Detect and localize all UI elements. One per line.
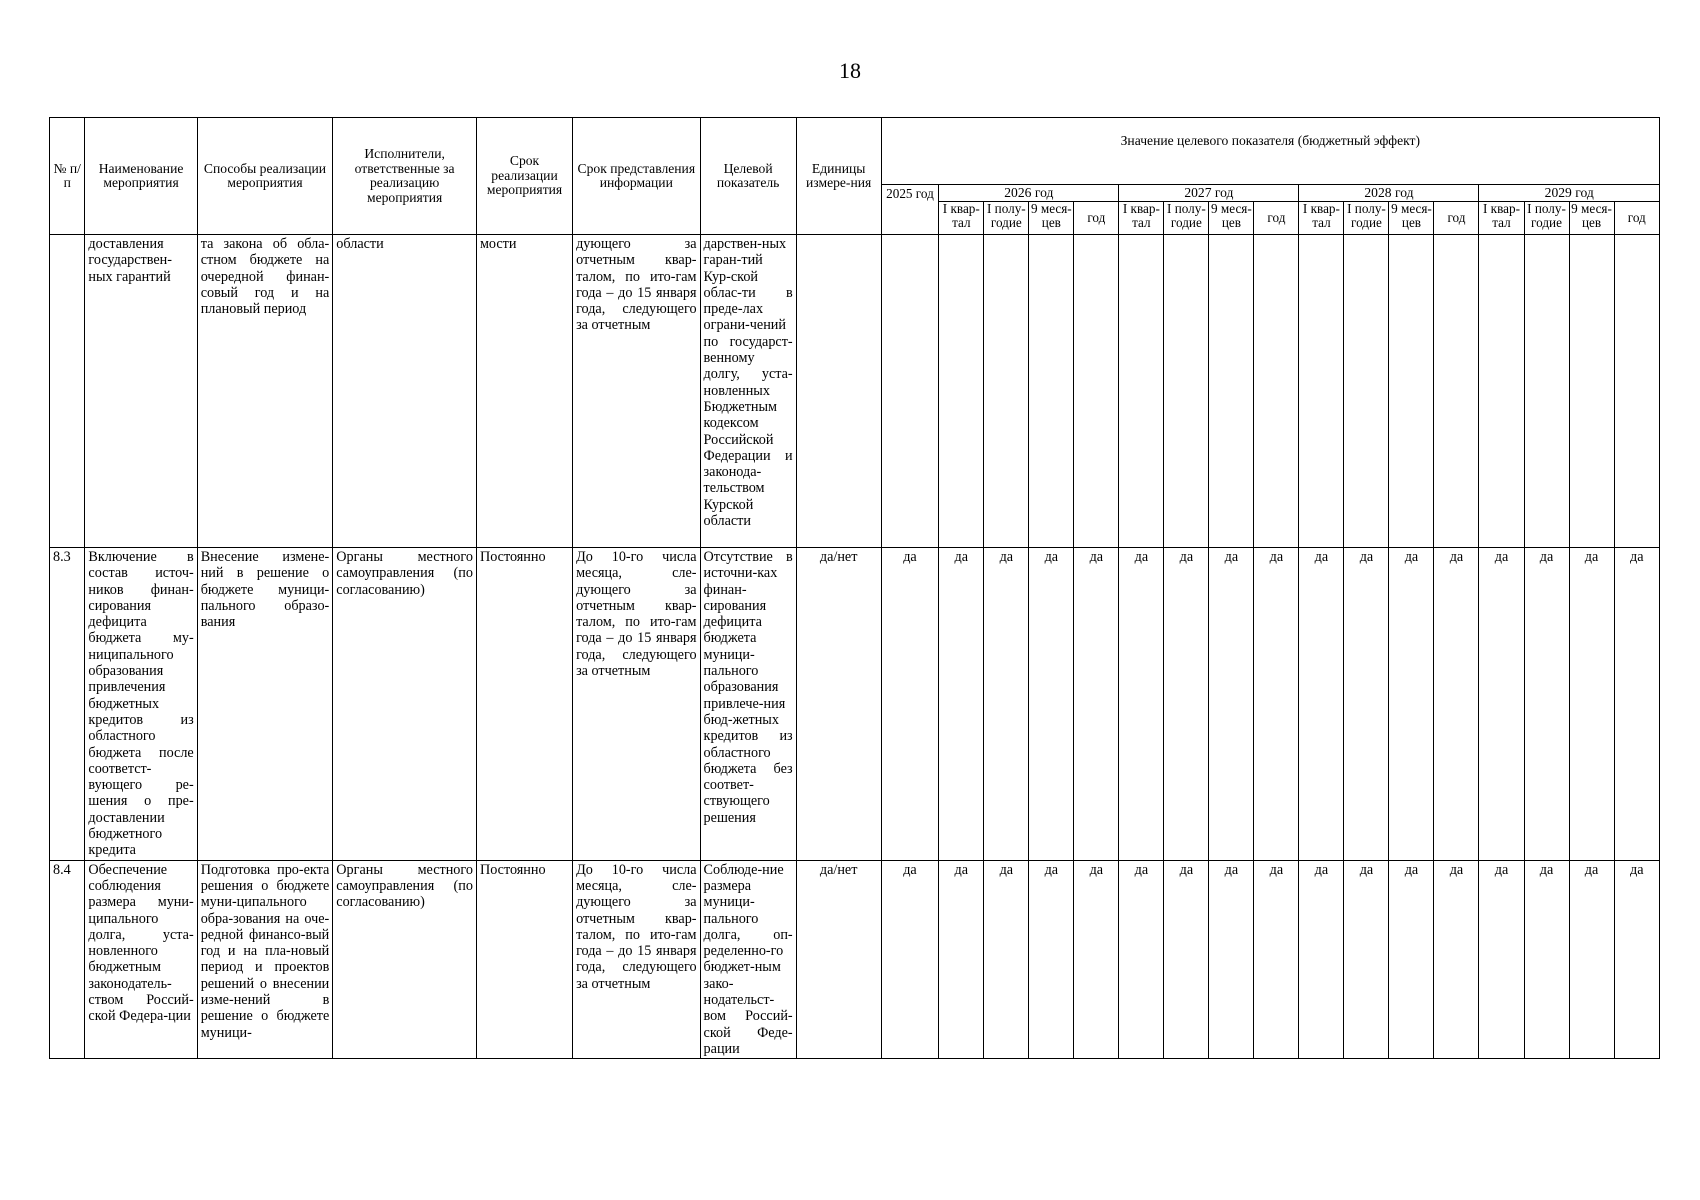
row-value: [1029, 235, 1074, 548]
row-value: да: [1389, 860, 1434, 1059]
row-name: Включение в состав источ-ников финан-сирования дефицита бюджета му-ниципального образования привлечения бюджетных кредитов из областного бюджета после соответст-вующего ре-шения о пре-доставлении бюджетного кредита: [85, 548, 197, 861]
col-header-period-h1: I полу-годие: [984, 202, 1029, 235]
row-value: да: [1344, 860, 1389, 1059]
row-value: да: [1164, 548, 1209, 861]
col-header-period-h1: I полу-годие: [1344, 202, 1389, 235]
col-header-units: Единицы измере-ния: [796, 118, 881, 235]
row-value: да: [1614, 548, 1659, 861]
row-term: Постоянно: [476, 548, 572, 861]
row-value: да: [939, 860, 984, 1059]
col-header-name: Наименование мероприятия: [85, 118, 197, 235]
row-indicator: Соблюде-ние размера муници-пального долга, оп-ределенно-го бюджет-ным зако-нодательст-вом Россий-ской Феде-рации: [700, 860, 796, 1059]
row-value: да: [1254, 548, 1299, 861]
col-header-period-q1: I квар-тал: [1479, 202, 1524, 235]
row-value: да: [1479, 860, 1524, 1059]
row-value: да: [881, 548, 939, 861]
row-value: [1074, 235, 1119, 548]
row-methods: Внесение измене-ний в решение о бюджете муници-пального образо-вания: [197, 548, 333, 861]
row-value: [984, 235, 1029, 548]
row-num: [50, 235, 85, 548]
row-term: Постоянно: [476, 860, 572, 1059]
row-executors: Органы местного самоуправления (по согласованию): [333, 860, 477, 1059]
row-value: да: [1434, 548, 1479, 861]
row-value: [1389, 235, 1434, 548]
row-value: [881, 235, 939, 548]
row-methods: та закона об обла-стном бюджете на очередной финан-совый год и на плановый период: [197, 235, 333, 548]
row-value: да: [1164, 860, 1209, 1059]
row-value: да: [1209, 860, 1254, 1059]
row-term: мости: [476, 235, 572, 548]
col-header-period-year: год: [1074, 202, 1119, 235]
col-header-executors: Исполнители, ответственные за реализацию мероприятия: [333, 118, 477, 235]
col-header-period-year: год: [1254, 202, 1299, 235]
row-units: да/нет: [796, 548, 881, 861]
row-num: 8.4: [50, 860, 85, 1059]
table-row: [50, 235, 1660, 548]
page-number: 18: [839, 58, 861, 83]
row-value: [1254, 235, 1299, 548]
row-value: да: [939, 548, 984, 861]
col-header-period-h1: I полу-годие: [1524, 202, 1569, 235]
row-value: [1164, 235, 1209, 548]
col-header-methods: Способы реализации мероприятия: [197, 118, 333, 235]
action-plan-table: [49, 117, 1660, 1059]
col-header-report-term: Срок представления информации: [573, 118, 700, 235]
row-value: да: [1119, 860, 1164, 1059]
col-header-year-2029: 2029 год: [1479, 185, 1660, 202]
row-executors: Органы местного самоуправления (по согласованию): [333, 548, 477, 861]
col-header-year-2026: 2026 год: [939, 185, 1119, 202]
col-header-period-9m: 9 меся-цев: [1209, 202, 1254, 235]
row-report-term: До 10-го числа месяца, сле-дующего за отчетным квар-талом, по ито-гам года – до 15 января года, следующего за отчетным: [573, 548, 700, 861]
row-value: да: [1299, 860, 1344, 1059]
row-value: да: [1074, 860, 1119, 1059]
col-header-period-h1: I полу-годие: [1164, 202, 1209, 235]
row-value: да: [1344, 548, 1389, 861]
row-value: да: [1569, 548, 1614, 861]
row-indicator: дарствен-ных гаран-тий Кур-ской облас-ти в преде-лах ограни-чений по государст-венному долгу, уста-новленных Бюджетным кодексом Российской Федерации и законода-тельством Курской области: [700, 235, 796, 548]
row-value: [1119, 235, 1164, 548]
col-header-indicator: Целевой показатель: [700, 118, 796, 235]
row-name: доставления государствен-ных гарантий: [85, 235, 197, 548]
row-value: [1209, 235, 1254, 548]
row-value: да: [1524, 548, 1569, 861]
row-name: Обеспечение соблюдения размера муни-ципального долга, уста-новленного бюджетным законодатель-ством Россий-ской Федера-ции: [85, 860, 197, 1059]
row-value: [1569, 235, 1614, 548]
row-units: [796, 235, 881, 548]
row-value: да: [1479, 548, 1524, 861]
row-value: [1479, 235, 1524, 548]
col-header-period-year: год: [1614, 202, 1659, 235]
col-header-num: № п/п: [50, 118, 85, 235]
row-value: [1614, 235, 1659, 548]
row-report-term: До 10-го числа месяца, сле-дующего за отчетным квар-талом, по ито-гам года – до 15 января года, следующего за отчетным: [573, 860, 700, 1059]
row-value: да: [1029, 548, 1074, 861]
table-row: [50, 860, 1660, 1059]
row-value: да: [1569, 860, 1614, 1059]
col-header-period-q1: I квар-тал: [939, 202, 984, 235]
row-value: да: [1614, 860, 1659, 1059]
table-row: [50, 548, 1660, 861]
row-value: да: [1209, 548, 1254, 861]
row-value: да: [1299, 548, 1344, 861]
row-value: [939, 235, 984, 548]
row-value: да: [1524, 860, 1569, 1059]
row-executors: области: [333, 235, 477, 548]
col-header-period-9m: 9 меся-цев: [1569, 202, 1614, 235]
col-header-year-2027: 2027 год: [1119, 185, 1299, 202]
col-header-period-9m: 9 меся-цев: [1389, 202, 1434, 235]
row-value: да: [984, 860, 1029, 1059]
row-value: да: [1074, 548, 1119, 861]
row-methods: Подготовка про-екта решения о бюджете муни-ципального обра-зования на оче-редной финансо-вый год и на пла-новый период и проектов решений о внесении изме-нений в решение о бюджете муници-: [197, 860, 333, 1059]
row-value: [1524, 235, 1569, 548]
col-header-period-year: год: [1434, 202, 1479, 235]
row-value: [1299, 235, 1344, 548]
row-value: [1434, 235, 1479, 548]
row-value: да: [984, 548, 1029, 861]
col-header-term: Срок реализации мероприятия: [476, 118, 572, 235]
row-value: да: [1029, 860, 1074, 1059]
row-value: да: [1389, 548, 1434, 861]
col-header-year-2028: 2028 год: [1299, 185, 1479, 202]
row-value: [1344, 235, 1389, 548]
row-num: 8.3: [50, 548, 85, 861]
col-header-period-q1: I квар-тал: [1119, 202, 1164, 235]
col-header-2025: 2025 год: [881, 185, 939, 235]
row-value: да: [881, 860, 939, 1059]
row-value: да: [1119, 548, 1164, 861]
row-value: да: [1434, 860, 1479, 1059]
row-indicator: Отсутствие в источни-ках финан-сирования дефицита бюджета муници-пального образования привлече-ния бюд-жетных кредитов из областного бюджета без соответ-ствующего решения: [700, 548, 796, 861]
row-units: да/нет: [796, 860, 881, 1059]
row-value: да: [1254, 860, 1299, 1059]
col-header-period-q1: I квар-тал: [1299, 202, 1344, 235]
row-report-term: дующего за отчетным квар-талом, по ито-гам года – до 15 января года, следующего за отчетным: [573, 235, 700, 548]
col-header-period-9m: 9 меся-цев: [1029, 202, 1074, 235]
col-header-value-group: Значение целевого показателя (бюджетный эффект): [881, 118, 1659, 185]
